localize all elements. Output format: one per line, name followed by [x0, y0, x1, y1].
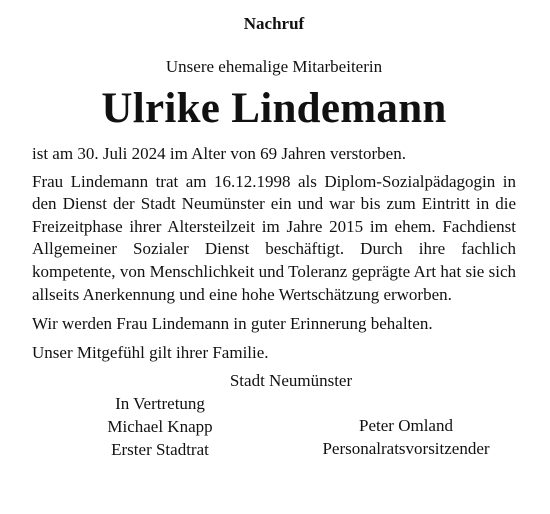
signature-block — [32, 393, 516, 461]
signature-left — [60, 393, 260, 461]
career-paragraph: Frau Lindemann trat am 16.12.1998 als Diplom-Sozialpädagogin in den Dienst der Stadt Neumünster ein und war bis zum Eintritt in die Freizeitphase ihrer Altersteilzeit im Jahre 2015 im ehem. Fachdienst Allgemeiner Sozialer Dienst beschäftigt. Durch ihre fachlich kompetente, von Menschlichkeit und Toleranz geprägte Art hat sie sich allseits Anerkennung und eine hohe Wertschätzung erworben. — [32, 171, 516, 304]
signature-right-name: Peter Omland — [359, 416, 453, 436]
death-statement: ist am 30. Juli 2024 im Alter von 69 Jahren verstorben. — [32, 144, 406, 163]
deceased-name: Ulrike Lindemann — [101, 85, 447, 132]
signature-left-title: Erster Stadtrat — [111, 439, 209, 459]
notice-subtitle: Unsere ehemalige Mitarbeiterin — [165, 57, 383, 76]
condolence-statement: Unser Mitgefühl gilt ihrer Familie. — [32, 342, 269, 362]
remembrance-statement: Wir werden Frau Lindemann in guter Erinnerung behalten. — [32, 314, 433, 334]
organization-name: Stadt Neumünster — [229, 371, 353, 391]
notice-heading: Nachruf — [243, 14, 305, 33]
signature-right — [296, 393, 516, 461]
signature-left-prefix: In Vertretung — [115, 394, 205, 414]
signature-left-name: Michael Knapp — [107, 416, 213, 436]
signature-right-title: Personalratsvorsitzender — [322, 438, 490, 458]
